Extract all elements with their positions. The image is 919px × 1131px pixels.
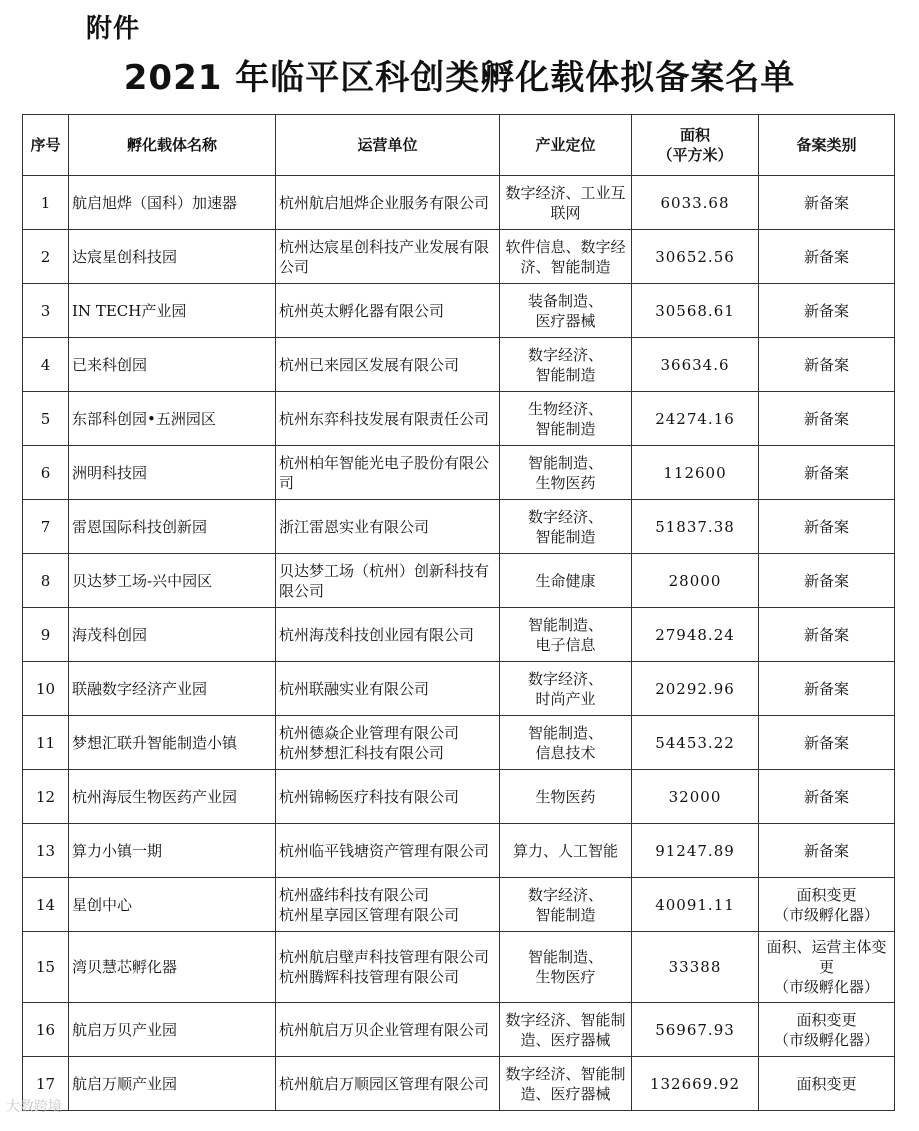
row-number: 9 (23, 608, 69, 662)
filing-category: 新备案 (759, 176, 895, 230)
operator-name: 杭州海茂科技创业园有限公司 (276, 608, 500, 662)
area-value: 91247.89 (632, 824, 759, 878)
filing-category: 新备案 (759, 446, 895, 500)
area-value: 30652.56 (632, 230, 759, 284)
table-row (23, 878, 895, 932)
row-number: 10 (23, 662, 69, 716)
incubator-name: 梦想汇联升智能制造小镇 (69, 716, 276, 770)
filing-category: 新备案 (759, 770, 895, 824)
industry-focus: 生物医药 (500, 770, 632, 824)
incubator-name: 已来科创园 (69, 338, 276, 392)
operator-name: 杭州航启旭烨企业服务有限公司 (276, 176, 500, 230)
table-row (23, 176, 895, 230)
incubator-name: 航启旭烨（国科）加速器 (69, 176, 276, 230)
row-number: 11 (23, 716, 69, 770)
row-number: 7 (23, 500, 69, 554)
area-value: 24274.16 (632, 392, 759, 446)
area-value: 6033.68 (632, 176, 759, 230)
industry-focus: 数字经济、 时尚产业 (500, 662, 632, 716)
area-value: 33388 (632, 932, 759, 1003)
table-header-row (23, 115, 895, 176)
filing-category: 面积变更 （市级孵化器） (759, 1003, 895, 1057)
operator-name: 贝达梦工场（杭州）创新科技有限公司 (276, 554, 500, 608)
incubator-name: 达宸星创科技园 (69, 230, 276, 284)
incubator-name: 东部科创园•五洲园区 (69, 392, 276, 446)
filing-category: 面积变更 （市级孵化器） (759, 878, 895, 932)
row-number: 1 (23, 176, 69, 230)
row-number: 16 (23, 1003, 69, 1057)
industry-focus: 数字经济、工业互联网 (500, 176, 632, 230)
table-row (23, 716, 895, 770)
col-header-category: 备案类别 (759, 115, 895, 176)
col-header-industry: 产业定位 (500, 115, 632, 176)
operator-name: 杭州航启万顺园区管理有限公司 (276, 1057, 500, 1111)
area-value: 56967.93 (632, 1003, 759, 1057)
table-row (23, 554, 895, 608)
col-header-no: 序号 (23, 115, 69, 176)
area-value: 32000 (632, 770, 759, 824)
incubator-name: 雷恩国际科技创新园 (69, 500, 276, 554)
incubator-name: 洲明科技园 (69, 446, 276, 500)
table-row (23, 338, 895, 392)
filing-category: 新备案 (759, 608, 895, 662)
table-row (23, 770, 895, 824)
operator-name: 杭州锦畅医疗科技有限公司 (276, 770, 500, 824)
filing-category: 新备案 (759, 662, 895, 716)
area-value: 54453.22 (632, 716, 759, 770)
filing-category: 新备案 (759, 554, 895, 608)
industry-focus: 生物经济、 智能制造 (500, 392, 632, 446)
row-number: 8 (23, 554, 69, 608)
operator-name: 浙江雷恩实业有限公司 (276, 500, 500, 554)
table-row (23, 1003, 895, 1057)
area-value: 36634.6 (632, 338, 759, 392)
table-row (23, 392, 895, 446)
operator-name: 杭州东弈科技发展有限责任公司 (276, 392, 500, 446)
filing-category: 新备案 (759, 500, 895, 554)
incubator-name: 贝达梦工场-兴中园区 (69, 554, 276, 608)
industry-focus: 智能制造、 生物医疗 (500, 932, 632, 1003)
row-number: 5 (23, 392, 69, 446)
table-row (23, 662, 895, 716)
industry-focus: 生命健康 (500, 554, 632, 608)
area-value: 20292.96 (632, 662, 759, 716)
col-header-operator: 运营单位 (276, 115, 500, 176)
operator-name: 杭州航启壁声科技管理有限公司 杭州腾辉科技管理有限公司 (276, 932, 500, 1003)
industry-focus: 软件信息、数字经济、智能制造 (500, 230, 632, 284)
table-row (23, 500, 895, 554)
operator-name: 杭州航启万贝企业管理有限公司 (276, 1003, 500, 1057)
area-value: 28000 (632, 554, 759, 608)
industry-focus: 数字经济、 智能制造 (500, 878, 632, 932)
incubator-name: 航启万贝产业园 (69, 1003, 276, 1057)
filing-category: 新备案 (759, 824, 895, 878)
area-value: 40091.11 (632, 878, 759, 932)
filing-category: 新备案 (759, 716, 895, 770)
industry-focus: 智能制造、 电子信息 (500, 608, 632, 662)
area-value: 27948.24 (632, 608, 759, 662)
incubator-name: IN TECH产业园 (69, 284, 276, 338)
filing-category: 新备案 (759, 230, 895, 284)
area-value: 30568.61 (632, 284, 759, 338)
filing-category: 面积、运营主体变更 （市级孵化器） (759, 932, 895, 1003)
table-row (23, 284, 895, 338)
row-number: 13 (23, 824, 69, 878)
row-number: 2 (23, 230, 69, 284)
incubator-name: 星创中心 (69, 878, 276, 932)
operator-name: 杭州已来园区发展有限公司 (276, 338, 500, 392)
industry-focus: 数字经济、 智能制造 (500, 338, 632, 392)
industry-focus: 智能制造、 生物医药 (500, 446, 632, 500)
watermark-text: 大数跨境 (6, 1099, 62, 1115)
table-row (23, 824, 895, 878)
filing-category: 新备案 (759, 392, 895, 446)
row-number: 6 (23, 446, 69, 500)
operator-name: 杭州德焱企业管理有限公司 杭州梦想汇科技有限公司 (276, 716, 500, 770)
incubator-name: 海茂科创园 (69, 608, 276, 662)
col-header-name: 孵化载体名称 (69, 115, 276, 176)
row-number: 17 (23, 1057, 69, 1111)
incubator-name: 航启万顺产业园 (69, 1057, 276, 1111)
table-row (23, 446, 895, 500)
industry-focus: 数字经济、智能制造、医疗器械 (500, 1003, 632, 1057)
incubator-name: 算力小镇一期 (69, 824, 276, 878)
incubator-name: 湾贝慧芯孵化器 (69, 932, 276, 1003)
operator-name: 杭州盛纬科技有限公司 杭州星享园区管理有限公司 (276, 878, 500, 932)
industry-focus: 数字经济、智能制造、医疗器械 (500, 1057, 632, 1111)
area-value: 51837.38 (632, 500, 759, 554)
industry-focus: 算力、人工智能 (500, 824, 632, 878)
table-row (23, 230, 895, 284)
incubator-table (22, 114, 895, 1111)
filing-category: 新备案 (759, 338, 895, 392)
area-value: 132669.92 (632, 1057, 759, 1111)
document-title: 2021 年临平区科创类孵化载体拟备案名单 (123, 58, 796, 98)
filing-category: 新备案 (759, 284, 895, 338)
operator-name: 杭州临平钱塘资产管理有限公司 (276, 824, 500, 878)
row-number: 12 (23, 770, 69, 824)
industry-focus: 智能制造、 信息技术 (500, 716, 632, 770)
table-row (23, 608, 895, 662)
industry-focus: 数字经济、 智能制造 (500, 500, 632, 554)
filing-category: 面积变更 (759, 1057, 895, 1111)
row-number: 15 (23, 932, 69, 1003)
table-row (23, 932, 895, 1003)
attachment-label: 附件 (86, 14, 141, 44)
col-header-area: 面积 （平方米） (632, 115, 759, 176)
table-row (23, 1057, 895, 1111)
area-value: 112600 (632, 446, 759, 500)
incubator-name: 杭州海辰生物医药产业园 (69, 770, 276, 824)
operator-name: 杭州联融实业有限公司 (276, 662, 500, 716)
operator-name: 杭州柏年智能光电子股份有限公司 (276, 446, 500, 500)
operator-name: 杭州达宸星创科技产业发展有限公司 (276, 230, 500, 284)
operator-name: 杭州英太孵化器有限公司 (276, 284, 500, 338)
row-number: 4 (23, 338, 69, 392)
row-number: 3 (23, 284, 69, 338)
industry-focus: 装备制造、 医疗器械 (500, 284, 632, 338)
row-number: 14 (23, 878, 69, 932)
incubator-name: 联融数字经济产业园 (69, 662, 276, 716)
